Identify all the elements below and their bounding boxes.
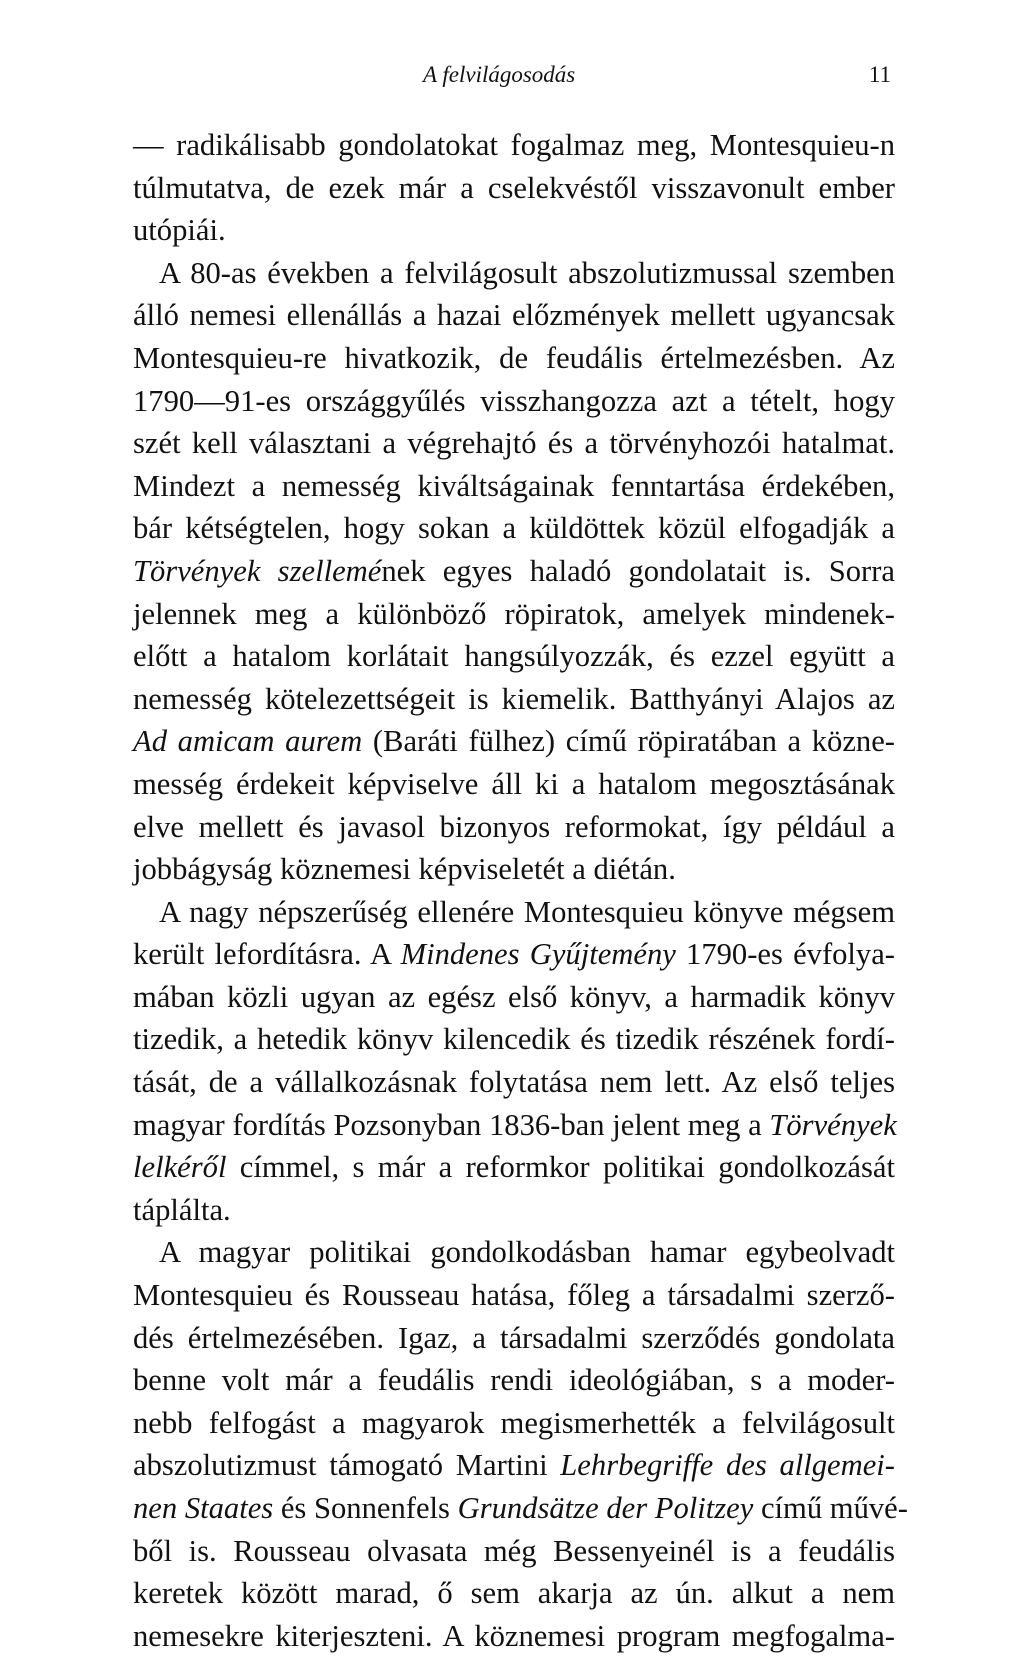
text-line: lelkéről címmel, s már a reformkor politikai gondolkozását [133,1150,895,1185]
text-line: álló nemesi ellenállás a hazai előzmények mellett ugyancsak [133,298,895,333]
text-line: került lefordításra. A Mindenes Gyűjtemény 1790-es évfolya- [133,937,895,972]
text-line: nebb felfogást a magyarok megismerhették a felvilágosult [133,1405,895,1440]
text-line: A 80-as években a felvilágosult abszolutizmussal szemben [159,255,895,290]
text-line: nen Staates és Sonnenfels Grundsätze der Politzey című művé- [133,1491,908,1525]
text-line: ből is. Rousseau olvasata még Bessenyeinél is a feudális [133,1533,895,1568]
text-line: abszolutizmust támogató Martini Lehrbegriffe des allgemei- [133,1448,895,1483]
book-page [133,62,908,1657]
running-head [133,62,895,98]
paragraph [133,124,895,252]
italic-title: Ad amicam aurem [133,724,363,759]
text-line: tizedik, a hetedik könyv kilencedik és tizedik részének fordí- [133,1022,895,1057]
text-line: Montesquieu-re hivatkozik, de feudális értelmezésben. Az [133,340,895,375]
text-line: jobbágyság köznemesi képviseletét a diétán. [133,852,676,887]
text-line: Mindezt a nemesség kiváltságainak fenntartása érdekében, [133,468,895,503]
text-line: nemesség kötelezettségeit is kiemelik. Batthyányi Alajos az [133,681,895,716]
text-line: Ad amicam aurem (Baráti fülhez) című röpiratában a közne- [133,724,895,759]
text-line: túlmutatva, de ezek már a cselekvéstől visszavonult ember [133,170,895,205]
italic-title: Grundsätze der Politzey [457,1491,754,1525]
paragraph [133,891,895,1232]
italic-title: Lehrbegriffe des allgemei- [560,1448,895,1483]
text-line: utópiái. [133,213,226,248]
text-line: dés értelmezésében. Igaz, a társadalmi szerződés gondolata [133,1320,895,1355]
italic-title: nen Staates [133,1491,274,1525]
paragraph [133,1231,908,1657]
paragraph [133,252,895,891]
text-line: keretek között marad, ő sem akarja az ún. alkut a nem [133,1576,895,1611]
text-line: tását, de a vállalkozásnak folytatása nem lett. Az első teljes [133,1065,895,1100]
italic-title: lelkéről [133,1150,227,1185]
body-text [133,124,908,1657]
text-line: bár kétségtelen, hogy sokan a küldöttek közül elfogadják a [133,511,895,546]
text-line: szét kell választani a végrehajtó és a törvényhozói hatalmat. [133,426,895,461]
text-line: benne volt már a feudális rendi ideológiában, s a moder- [133,1363,895,1398]
text-line: messég érdekeit képviselve áll ki a hatalom megosztásának [133,766,895,801]
text-line: 1790—91-es országgyűlés visszhangozza azt a tételt, hogy [133,383,895,418]
text-line: magyar fordítás Pozsonyban 1836-ban jelent meg a Törvények [133,1107,897,1142]
text-line: nemesekre kiterjeszteni. A köznemesi program megfogalma- [133,1618,895,1653]
page-number: 11 [868,62,891,87]
text-line: mában közli ugyan az egész első könyv, a harmadik könyv [133,979,895,1014]
text-line: elve mellett és javasol bizonyos reformokat, így például a [133,809,895,844]
running-title: A felvilágosodás [423,62,576,87]
italic-title: Törvények szellemé [133,553,382,588]
text-line: — radikálisabb gondolatokat fogalmaz meg, Montesquieu-n [133,128,895,162]
italic-title: Törvények [769,1107,897,1142]
text-line: Törvények szellemének egyes haladó gondolatait is. Sorra [133,553,895,588]
text-line: A magyar politikai gondolkodásban hamar egybeolvadt [159,1235,895,1270]
text-line: A nagy népszerűség ellenére Montesquieu könyve mégsem [159,894,895,929]
text-line: előtt a hatalom korlátait hangsúlyozzák, és ezzel együtt a [133,639,895,674]
text-line: jelennek meg a különböző röpiratok, amelyek mindenek- [133,596,895,631]
text-line: Montesquieu és Rousseau hatása, főleg a társadalmi szerző- [133,1278,895,1313]
italic-title: Mindenes Gyűjtemény [400,937,676,972]
text-line: táplálta. [133,1192,231,1227]
